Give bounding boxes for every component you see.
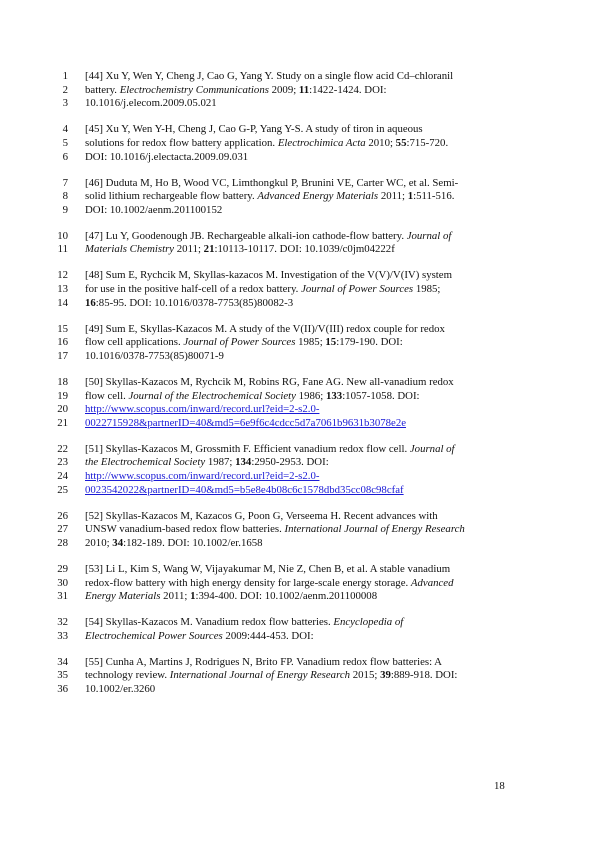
line-number: 23	[57, 456, 68, 469]
line-number: 17	[57, 349, 68, 362]
line-number: 12	[57, 269, 68, 282]
reference-text: 10.1002/er.3260	[85, 683, 156, 696]
journal-title: Electrochimica Acta	[277, 136, 366, 149]
line-number: 8	[62, 190, 68, 203]
text-line	[0, 443, 595, 457]
reference-text: :1422-1424. DOI:	[309, 83, 387, 96]
reference-text: :511-516.	[413, 190, 455, 203]
reference-text: DOI: 10.1016/j.electacta.2009.09.031	[85, 150, 249, 163]
volume-number: 1	[190, 590, 196, 603]
line-text	[85, 577, 453, 591]
reference-text: 10.1016/j.elecom.2009.05.021	[85, 97, 217, 110]
reference-text: [50] Skyllas-Kazacos M, Rychcik M, Robins RG, Fane AG. New all-vanadium redox	[85, 375, 454, 388]
reference-text: :10113-10117. DOI: 10.1039/c0jm04222f	[214, 243, 395, 256]
reference-text: [46] Duduta M, Ho B, Wood VC, Limthongkul P, Brunini VE, Carter WC, et al. Semi-	[85, 176, 459, 189]
volume-number: 134	[235, 456, 252, 469]
text-line	[0, 297, 595, 311]
line-text	[85, 269, 452, 283]
volume-number: 15	[325, 336, 337, 349]
reference-entry	[0, 70, 595, 111]
journal-title: Journal of Power Sources	[183, 336, 296, 349]
line-text	[85, 683, 155, 697]
text-line	[0, 669, 595, 683]
line-text	[85, 523, 465, 537]
line-text	[85, 510, 438, 524]
reference-text: technology review.	[85, 669, 170, 682]
line-text	[85, 151, 248, 165]
line-text	[85, 563, 450, 577]
reference-text: flow cell.	[85, 389, 129, 402]
text-line	[0, 336, 595, 350]
line-text	[85, 590, 377, 604]
reference-text: for use in the positive half-cell of a redox battery.	[85, 283, 302, 295]
journal-title: Journal of the Electrochemical Society	[128, 389, 296, 402]
line-text	[85, 177, 458, 191]
line-number: 31	[57, 590, 68, 603]
reference-text: [45] Xu Y, Wen Y-H, Cheng J, Cao G-P, Yang Y-S. A study of tiron in aqueous	[85, 123, 423, 136]
text-line	[0, 537, 595, 551]
line-number: 4	[62, 123, 68, 136]
line-number: 3	[62, 97, 68, 110]
journal-title: Journal of Power Sources	[301, 283, 414, 295]
text-line	[0, 523, 595, 537]
text-line	[0, 390, 595, 404]
line-number: 36	[57, 683, 68, 696]
line-number: 22	[57, 442, 68, 455]
reference-link[interactable]: http://www.scopus.com/inward/record.url?eid=2-s2.0-	[85, 470, 320, 483]
journal-title: Encyclopedia of	[333, 616, 404, 629]
reference-text: [51] Skyllas-Kazacos M, Grossmith F. Efficient vanadium redox flow cell.	[85, 442, 410, 455]
reference-text: 2015;	[350, 669, 381, 682]
line-text	[85, 403, 319, 417]
journal-title: International Journal of Energy Research	[169, 669, 351, 682]
reference-entry	[0, 230, 595, 257]
reference-text: 2011;	[160, 590, 191, 603]
reference-entry	[0, 510, 595, 551]
text-line	[0, 177, 595, 191]
journal-title: Journal of	[406, 229, 452, 242]
reference-text: :179-190. DOI:	[336, 336, 403, 349]
line-number: 28	[57, 537, 68, 550]
page-number: 18	[494, 780, 505, 792]
reference-entry	[0, 123, 595, 164]
text-line	[0, 656, 595, 670]
reference-text: battery.	[85, 83, 120, 96]
line-text	[85, 350, 224, 364]
reference-text: [53] Li L, Kim S, Wang W, Vijayakumar M, Nie Z, Chen B, et al. A stable vanadium	[85, 562, 451, 575]
line-text	[85, 297, 293, 311]
line-number: 33	[57, 629, 68, 642]
text-line	[0, 204, 595, 218]
text-line	[0, 403, 595, 417]
text-line	[0, 376, 595, 390]
reference-text: [47] Lu Y, Goodenough JB. Rechargeable alkali-ion cathode-flow battery.	[85, 229, 407, 242]
reference-text: :394-400. DOI: 10.1002/aenm.201100008	[195, 590, 378, 603]
text-line	[0, 151, 595, 165]
line-text	[85, 230, 451, 244]
reference-entry	[0, 563, 595, 604]
text-line	[0, 510, 595, 524]
line-number: 25	[57, 483, 68, 496]
volume-number: 1	[407, 190, 414, 203]
reference-text: :889-918. DOI:	[390, 669, 458, 682]
line-number: 24	[57, 470, 68, 483]
reference-text: 2010;	[85, 537, 113, 550]
journal-title: Energy Materials	[85, 590, 161, 603]
line-text	[85, 484, 404, 498]
text-line	[0, 350, 595, 364]
line-text	[85, 137, 448, 151]
line-text	[85, 84, 387, 98]
reference-entry	[0, 376, 595, 431]
line-text	[85, 537, 263, 551]
line-number: 14	[57, 296, 68, 309]
reference-text: DOI: 10.1002/aenm.201100152	[85, 203, 223, 216]
text-line	[0, 630, 595, 644]
journal-title: Advanced Energy Materials	[257, 190, 379, 203]
reference-text: [52] Skyllas-Kazacos M, Kazacos G, Poon G, Verseema H. Recent advances with	[85, 509, 438, 522]
reference-link[interactable]: 0023542022&partnerID=40&md5=b5e8e4b08c6c1578dbd35cc08c98cfaf	[85, 483, 404, 496]
line-text	[85, 417, 406, 431]
line-text	[85, 283, 440, 297]
reference-link[interactable]: http://www.scopus.com/inward/record.url?eid=2-s2.0-	[85, 403, 320, 416]
reference-text: :715-720.	[406, 136, 449, 149]
line-text	[85, 336, 403, 350]
reference-text: 2010;	[365, 136, 396, 149]
text-line	[0, 456, 595, 470]
line-number: 11	[57, 243, 68, 256]
line-number: 27	[57, 523, 68, 536]
line-text	[85, 456, 329, 470]
text-line	[0, 323, 595, 337]
journal-title: Electrochemical Power Sources	[85, 629, 223, 642]
line-text	[85, 656, 442, 670]
line-number: 20	[57, 403, 68, 416]
line-text	[85, 376, 454, 390]
line-number: 13	[57, 283, 68, 295]
line-text	[85, 190, 454, 204]
line-text	[85, 97, 217, 111]
line-number: 10	[57, 229, 68, 242]
line-number: 21	[57, 416, 68, 429]
line-text	[85, 390, 420, 404]
line-number: 16	[57, 336, 68, 349]
journal-title: International Journal of Energy Research	[284, 523, 465, 536]
reference-text: 1987;	[205, 456, 236, 469]
line-number: 30	[57, 576, 68, 589]
journal-title: Advanced	[410, 576, 454, 589]
reference-entry	[0, 443, 595, 498]
reference-text: 1985;	[295, 336, 326, 349]
reference-text: [49] Sum E, Skyllas-Kazacos M. A study of the V(II)/V(III) redox couple for redox	[85, 322, 445, 335]
reference-text: :182-189. DOI: 10.1002/er.1658	[123, 537, 263, 550]
reference-entry	[0, 323, 595, 364]
journal-title: Electrochemistry Communications	[119, 83, 269, 96]
reference-text: 2011;	[174, 243, 204, 256]
line-number: 26	[57, 509, 68, 522]
reference-text: flow cell applications.	[85, 336, 184, 349]
reference-text: 1985;	[413, 283, 441, 295]
text-line	[0, 683, 595, 697]
text-line	[0, 84, 595, 98]
reference-text: solid lithium rechargeable flow battery.	[85, 190, 258, 203]
text-line	[0, 283, 595, 297]
volume-number: 55	[395, 136, 407, 149]
reference-text: :2950-2953. DOI:	[251, 456, 329, 469]
text-line	[0, 97, 595, 111]
line-text	[85, 70, 453, 84]
text-line	[0, 137, 595, 151]
text-line	[0, 470, 595, 484]
line-text	[85, 123, 423, 137]
reference-text: 10.1016/0378-7753(85)80071-9	[85, 349, 224, 362]
reference-text: [55] Cunha A, Martins J, Rodrigues N, Brito FP. Vanadium redox flow batteries: A	[85, 655, 442, 668]
line-text	[85, 616, 403, 630]
text-line	[0, 230, 595, 244]
text-line	[0, 616, 595, 630]
reference-entry	[0, 616, 595, 643]
line-number: 29	[57, 562, 68, 575]
line-number: 19	[57, 389, 68, 402]
volume-number: 16	[85, 296, 96, 309]
line-number: 9	[62, 203, 68, 216]
journal-title: Journal of	[409, 442, 455, 455]
reference-text: [48] Sum E, Rychcik M, Skyllas-kazacos M. Investigation of the V(V)/V(IV) system	[85, 269, 452, 282]
text-line	[0, 417, 595, 431]
line-number: 7	[62, 176, 68, 189]
line-number: 35	[57, 669, 68, 682]
line-text	[85, 470, 319, 484]
text-line	[0, 269, 595, 283]
reference-entry	[0, 656, 595, 697]
reference-entry	[0, 177, 595, 218]
line-number: 2	[62, 83, 68, 96]
reference-entry	[0, 269, 595, 310]
line-number: 34	[57, 655, 68, 668]
line-text	[85, 323, 445, 337]
line-number: 6	[62, 150, 68, 163]
reference-text: 1986;	[295, 389, 326, 402]
reference-text: 2009;	[268, 83, 299, 96]
line-number: 15	[57, 322, 68, 335]
text-line	[0, 563, 595, 577]
reference-text: solutions for redox flow battery application.	[85, 136, 278, 149]
reference-text: :85-95. DOI: 10.1016/0378-7753(85)80082-3	[95, 296, 294, 309]
line-number: 32	[57, 616, 68, 629]
line-number: 18	[57, 375, 68, 388]
reference-text: 2009:444-453. DOI:	[222, 629, 314, 642]
line-number: 1	[62, 70, 68, 82]
text-line	[0, 70, 595, 84]
text-line	[0, 590, 595, 604]
text-line	[0, 243, 595, 257]
reference-text: 2011;	[378, 190, 408, 203]
reference-text: :1057-1058. DOI:	[342, 389, 420, 402]
line-text	[85, 204, 222, 218]
reference-list	[0, 70, 595, 709]
journal-title: Materials Chemistry	[85, 243, 175, 256]
line-text	[85, 443, 455, 457]
journal-title: the Electrochemical Society	[85, 456, 206, 469]
reference-text: redox-flow battery with high energy density for large-scale energy storage.	[85, 576, 411, 589]
volume-number: 39	[380, 669, 391, 682]
text-line	[0, 484, 595, 498]
text-line	[0, 577, 595, 591]
line-text	[85, 630, 314, 644]
reference-link[interactable]: 0022715928&partnerID=40&md5=6e9f6c4cdcc5d7a7061b9631b3078e2e	[85, 416, 407, 429]
volume-number: 133	[325, 389, 343, 402]
reference-text: UNSW vanadium-based redox flow batteries.	[85, 523, 285, 536]
line-text	[85, 669, 457, 683]
text-line	[0, 123, 595, 137]
reference-text: [44] Xu Y, Wen Y, Cheng J, Cao G, Yang Y. Study on a single flow acid Cd–chloranil	[85, 70, 454, 82]
volume-number: 11	[298, 83, 310, 96]
reference-text: [54] Skyllas-Kazacos M. Vanadium redox flow batteries.	[85, 616, 334, 629]
volume-number: 21	[203, 243, 215, 256]
line-text	[85, 243, 395, 257]
text-line	[0, 190, 595, 204]
line-number: 5	[62, 136, 68, 149]
volume-number: 34	[112, 537, 124, 550]
